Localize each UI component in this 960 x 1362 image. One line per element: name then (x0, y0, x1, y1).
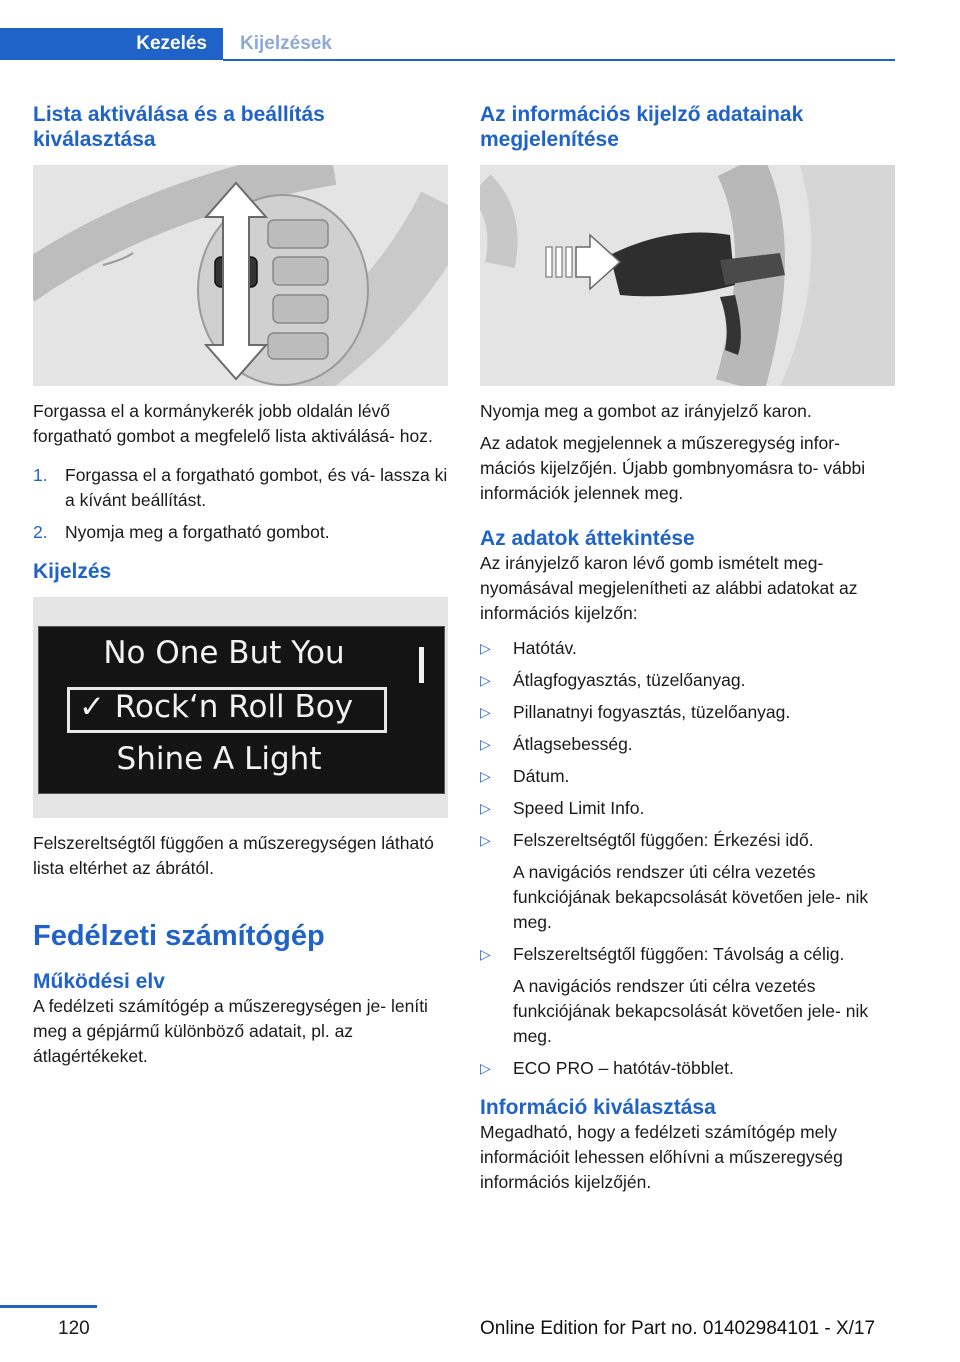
list-item (480, 668, 895, 693)
list-item (33, 520, 448, 545)
triangle-bullet-icon: ▷ (480, 832, 491, 848)
display-illustration (33, 597, 448, 818)
heading-list-activation: Lista aktiválása és a beállítás kiválasztása (33, 103, 325, 151)
display-item-3: Shine A Light (116, 741, 322, 777)
select-info-text: Megadható, hogy a fedélzeti számítógép mely információit lehessen előhívni a műszeregység információs kijelzőjén. (480, 1122, 843, 1192)
bullet-text: Átlagsebesség. (513, 734, 633, 754)
right-column (480, 102, 895, 1195)
turn-signal-stalk-illustration (480, 165, 895, 386)
overview-text: Az irányjelző karon lévő gomb ismételt meg‐ nyomásával megjelenítheti az alábbi adatokat az információs kijelzőn: (480, 553, 858, 623)
triangle-bullet-icon: ▷ (480, 1060, 491, 1076)
display-screen (38, 626, 445, 794)
list-item (480, 942, 895, 1049)
heading-overview: Az adatok áttekintése (480, 527, 695, 550)
list-item (480, 1056, 895, 1081)
list-item (480, 700, 895, 725)
page-number: 120 (58, 1318, 90, 1339)
list-item (33, 463, 448, 513)
stalk-drawing (480, 165, 895, 386)
bullet-text: Speed Limit Info. (513, 798, 645, 818)
steps-list (33, 463, 448, 545)
triangle-bullet-icon: ▷ (480, 946, 491, 962)
bullet-text: Pillanatnyi fogyasztás, tüzelőanyag. (513, 702, 791, 722)
triangle-bullet-icon: ▷ (480, 672, 491, 688)
rotate-instruction: Forgassa el a kormánykerék jobb oldalán lévő forgatható gombot a megfelelő lista aktiválásá‐ hoz. (33, 401, 433, 446)
step-number: 1. (33, 465, 48, 485)
bullet-content (513, 942, 895, 1049)
list-item (480, 636, 895, 661)
section-tab-active: Kezelés (0, 28, 223, 60)
bullet-text: Dátum. (513, 766, 570, 786)
bullet-note: A navigációs rendszer úti célra vezetés funkciójának bekapcsolását követően jele‐ nik meg. (513, 862, 869, 932)
bullet-text: Felszereltségtől függően: Érkezési idő. (513, 830, 814, 850)
data-appear-text: Az adatok megjelennek a műszeregység infor‐ mációs kijelzőjén. Újabb gombnyomásra to‐ vábbi információk jelennek meg. (480, 433, 866, 503)
running-header (0, 28, 895, 62)
step-text: Nyomja meg a forgatható gombot. (65, 522, 330, 542)
display-item-1: No One But You (103, 635, 345, 671)
bullet-text: Hatótáv. (513, 638, 577, 658)
triangle-bullet-icon: ▷ (480, 800, 491, 816)
list-item (480, 828, 895, 935)
steering-wheel-drawing (33, 165, 448, 386)
heading-select-info: Információ kiválasztása (480, 1096, 716, 1119)
triangle-bullet-icon: ▷ (480, 736, 491, 752)
heading-principle: Működési elv (33, 970, 165, 993)
steering-wheel-illustration (33, 165, 448, 386)
step-text: Forgassa el a forgatható gombot, és vá‐ lassza ki a kívánt beállítást. (65, 465, 448, 510)
triangle-bullet-icon: ▷ (480, 704, 491, 720)
section-tab-inactive: Kijelzések (240, 33, 332, 54)
bullet-text: Átlagfogyasztás, tüzelőanyag. (513, 670, 746, 690)
bullet-text: Felszereltségtől függően: Távolság a célig. (513, 944, 845, 964)
list-item (480, 732, 895, 757)
triangle-bullet-icon: ▷ (480, 640, 491, 656)
footer-rule (0, 1305, 97, 1308)
list-item (480, 796, 895, 821)
heading-info-display: Az információs kijelző adatainak megjelenítése (480, 103, 804, 151)
list-item (480, 764, 895, 789)
step-number: 2. (33, 522, 48, 542)
left-column (33, 102, 448, 1069)
equipment-note: Felszereltségtől függően a műszeregységen látható lista eltérhet az ábrától. (33, 833, 434, 878)
scrollbar-thumb-icon (419, 647, 424, 683)
bullet-text: ECO PRO – hatótáv-többlet. (513, 1058, 734, 1078)
press-instruction: Nyomja meg a gombot az irányjelző karon. (480, 401, 812, 421)
bullet-note: A navigációs rendszer úti célra vezetés funkciójának bekapcsolását követően jele‐ nik meg. (513, 976, 869, 1046)
principle-text: A fedélzeti számítógép a műszeregységen je‐ leníti meg a gépjármű különböző adatait, pl. az átlagértékeket. (33, 996, 428, 1066)
header-rule (223, 59, 895, 61)
edition-note: Online Edition for Part no. 01402984101 - X/17 (480, 1318, 876, 1339)
bullet-content (513, 828, 895, 935)
heading-onboard-computer: Fedélzeti számítógép (33, 920, 325, 952)
triangle-bullet-icon: ▷ (480, 768, 491, 784)
heading-display: Kijelzés (33, 560, 112, 583)
display-item-2: ✓ Rock‘n Roll Boy (79, 689, 354, 725)
info-bullets (480, 636, 895, 1081)
